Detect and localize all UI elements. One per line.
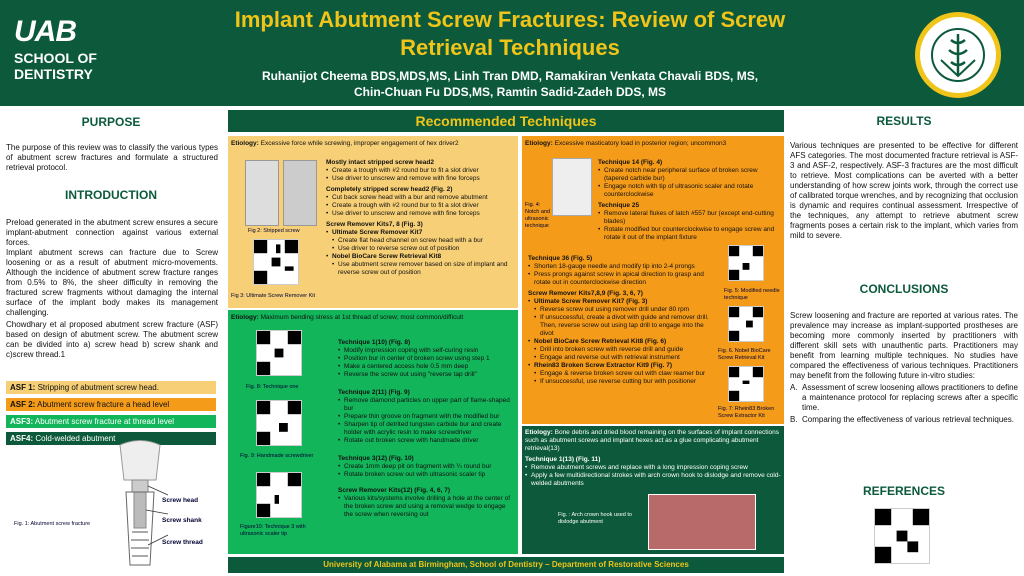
intro-p3: Chowdhary et al proposed abutment screw fracture (ASF) based on design of abutment screw. The abutment screw can be divided into a) screw head b) screw shank and c)screw thread.1 [6, 320, 218, 359]
uab-logo [14, 15, 184, 82]
asf2-top: Technique 14 (Fig. 4) • Create notch near peripheral surface of broken screw (tapered carbide bur) • Engage notch with tip of ultrasonic scaler and rotate counterclockwise Technique 25 • Remove lateral flukes of latch #557 bur (except end-cutting blades) • Rotate modified bur counterclockwise to engage screw and rotate it out of the implant fixture [598, 156, 780, 242]
conclusions-title: CONCLUSIONS [859, 282, 949, 296]
conclusions-item-b: B. Comparing the effectiveness of various retrieval techniques. [790, 415, 1014, 424]
intro-p1: Preload generated in the abutment screw ensures a secure implant-abutment connection against various external forces. [6, 218, 218, 247]
asf1-list-1: • Create a trough with #2 round bur to fit a slot driver • Use driver to unscrew and remove with fine forceps [326, 167, 516, 183]
fig6-caption: Fig. 6. Nobel BioCare Screw Retrieval Kit [718, 348, 771, 361]
fig7-caption: Fig. 7: Rhein83 Broken Screw Extractor Kit [718, 406, 775, 419]
asf-3: ASF3: Abutment screw fracture at thread level [6, 415, 216, 428]
asf4-content: Etiology: Bone debris and dried blood remaining on the surfaces of implant connections such as abutment screws and implant hexes act as a glue complicating abutment retrieval(13) Technique 1(13) (Fig. 11) • Remove abutment screws and replace with a long impression coping screw • Apply a few multidirectional strokes with arch crown hook to dislodge and remove cold-welded abutments [525, 429, 781, 488]
fig11-photo [648, 494, 756, 550]
intro-body [6, 218, 218, 360]
asf1-kit-1: • Ultimate Screw Remover Kit7 [326, 229, 516, 237]
footer: University of Alabama at Birmingham, School of Dentistry – Department of Restorative Sciences [228, 557, 784, 573]
label-screw-head: Screw head [162, 497, 199, 504]
qr-code-fig9 [256, 400, 302, 446]
recommended-techniques-title: Recommended Techniques [228, 110, 784, 132]
qr-code-fig5 [728, 245, 764, 281]
label-screw-thread: Screw thread [162, 539, 203, 546]
fig4-image [552, 158, 592, 216]
asf-1: ASF 1: Stripping of abutment screw head. [6, 381, 216, 394]
conclusions-text: Screw loosening and fracture are reported at various rates. The prevalence may increase as implant-supported prostheses are becoming more commonly inserted by practitioners with different skill sets with unauthentic parts. Practitioners may benefit from learning multiple techniques. No studies have compared the effectiveness of various techniques. Practitioners may benefit from the following future in-vitro studies: [790, 311, 1018, 380]
fig9-caption: Fig. 9: Handmade screwdriver [240, 453, 314, 459]
references-title: REFERENCES [862, 484, 945, 498]
results-text: Various techniques are presented to be effective for different AFS categories. The most documented fracture retrieval is ASF-3 and ASF-2, respectively. ASF-3 fractures are the most difficult to retrieve. Most complications can be averted with a better understanding of how screw joints work, through the correct use of calibrated torque wrenches, and by recognizing that occlusion is dynamic and requires continual assessment. Irrespective of the techniques, any attempt to retrieve abutment screw fragments poses a certain risk to the implant, which varies from mild to severe. [790, 141, 1018, 240]
fig3-caption: Fig 3: Ultimate Screw Remover Kit [231, 293, 316, 299]
asf2-etiology: Etiology: Excessive masticatory load in posterior region; uncommon3 [525, 140, 727, 147]
logo-brand: UAB [14, 15, 76, 48]
asf-4: ASF4: Cold-welded abutment [6, 432, 216, 445]
authors [220, 68, 800, 100]
qr-code-fig10 [256, 472, 302, 518]
fig10-caption: Figure10: Technique 3 with ultrasonic scaler tip [240, 524, 306, 537]
asf1-heading-2: Completely stripped screw head2 (Fig. 2) [326, 186, 453, 193]
poster-title: Implant Abutment Screw Fractures: Review of Screw Retrieval Techniques [234, 7, 786, 60]
dentistry-seal-icon [913, 10, 1003, 100]
asf2-bottom: Technique 36 (Fig. 5) • Shorten 18-gauge needle and modify tip into 2-4 prongs • Press prongs against screw in apical direction to grasp and rotate out in counterclockwise direction Screw Remover Kits7,8,9 (Fig. 3, 6, 7) • Ultimate Screw Remover Kit7 (Fig. 3) • Reverse screw out using remover drill under 80 rpm • If unsuccessful, create a divot with guide and remover drill. Then, reverse screw out using tap drill to engage into the divot • Nobel BioCare Screw Retrieval Kit8 (Fig. 6) • Drill into broken screw with reverse drill and guide • Engage and reverse out with retrieval instrument • Rhein83 Broken Screw Extractor Kit9 (Fig. 7) • Engage & reverse broken screw out with claw reamer bur • If unsuccessful, use reverse cutting bur with positioner [528, 252, 718, 386]
logo-school: SCHOOL OF DENTISTRY [14, 50, 97, 82]
fig11-caption: Fig. : Arch crown hook used to dislodge abutment [558, 512, 632, 525]
asf1-content: Mostly intact stripped screw head2 • Create a trough with #2 round bur to fit a slot driver • Use driver to unscrew and remove with fine forceps Completely stripped screw head2 (Fig. 2) • Cut back screw head with a bur and remove abutment • Create a trough with #2 round bur to fit a slot driver • Use driver to unscrew and remove with fine forceps Screw Remover Kits7, 8 (Fig. 3) • Ultimate Screw Remover Kit7 • Create flat head channel on screw head with a bur • Use driver to reverse screw out of position • Nobel BioCare Screw Retrieval Kit8 • Use abutment screw remover based on size of implant and reverse screw out of position [326, 156, 516, 277]
conclusions-item-a: A. Assessment of screw loosening allows practitioners to define a maintenance protocol for replacing screws after a specific time. [790, 383, 1018, 412]
qr-code-fig8 [256, 330, 302, 376]
intro-p2: Implant abutment screws can fracture due to Screw loosening or as a result of abutment micro-movements. Although the incidence of abutment screw fracture ranges from 0.5% to 8%, the sheer difficulty in removing the fractured screw fragments without damaging the internal surface of the implant body makes its management challenging. [6, 248, 218, 317]
qr-code-fig3 [253, 239, 299, 285]
label-screw-shank: Screw shank [162, 517, 202, 524]
purpose-text: The purpose of this review was to classify the various types of abutment screw fractures and formulate a structured retrieval protocol. [6, 143, 218, 172]
qr-code-fig6 [728, 306, 764, 342]
fig8-caption: Fig. 8: Technique one [246, 384, 299, 390]
fig2-caption: Fig 2: Stripped screw [248, 228, 300, 234]
asf3-content: Technique 1(10) (Fig. 8) • Modify impression coping with self-curing resin • Position bur in center of broken screw using step 1 • Make a centered access hole 0.5 mm deep • Reverse the screw out using "reverse tap drill" Technique 2(11) (Fig. 9) • Remove diamond particles on upper part of flame-shaped bur • Prepare thin groove on fragment with the modified bur • Sharpen tip of detrited tungsten carbide bur and create holder with acrylic resin to make screwdriver • Rotate out broken screw with handmade driver Technique 3(12) (Fig. 10) • Create 1mm deep pit on fragment with ¼ round bur • Rotate broken screw out with ultrasonic scaler tip Screw Remover Kits(12) (Fig. 4, 6, 7) • Various kits/systems involve drilling a hole at the center of the broken screw and using a removal wedge to engage the screw when reversing out [338, 336, 516, 519]
asf1-list-2: • Cut back screw head with a bur and remove abutment • Create a trough with #2 round bur to fit a slot driver • Use driver to unscrew and remove with fine forceps [326, 194, 516, 218]
asf1-heading-1: Mostly intact stripped screw head2 [326, 159, 435, 166]
asf-2: ASF 2: Abutment screw fracture a head level [6, 398, 216, 411]
qr-code-fig7 [728, 366, 764, 402]
intro-title: INTRODUCTION [65, 188, 157, 202]
fig2-photo-right [283, 160, 317, 226]
authors-line-2: Chin-Chuan Fu DDS,MS, Ramtin Sadid-Zadeh DDS, MS [354, 85, 666, 99]
qr-code-references[interactable] [874, 508, 930, 564]
asf1-etiology: Etiology: Excessive force while screwing, improper engagement of hex driver2 [231, 140, 459, 147]
fig1-caption: Fig. 1: Abutment screw fracture [14, 521, 91, 527]
purpose-title: PURPOSE [81, 115, 141, 129]
asf1-heading-3: Screw Remover Kits7, 8 (Fig. 3) [326, 221, 423, 228]
asf1-kit-2: • Nobel BioCare Screw Retrieval Kit8 [326, 253, 516, 261]
fig5-caption: Fig. 5: Modified needle technique [724, 288, 780, 301]
abutment-screw-diagram [110, 440, 170, 570]
fig2-photo-left [245, 160, 279, 226]
fig4-caption: Fig. 4: Notch and ultrasonic technique [525, 202, 551, 229]
conclusions-body [790, 311, 1018, 425]
results-title: RESULTS [876, 114, 932, 128]
asf3-etiology: Etiology: Maximum bending stress at 1st thread of screw; most common/difficult [231, 314, 464, 321]
authors-line-1: Ruhanijot Cheema BDS,MDS,MS, Linh Tran DMD, Ramakiran Venkata Chavali BDS, MS, [261, 69, 759, 83]
